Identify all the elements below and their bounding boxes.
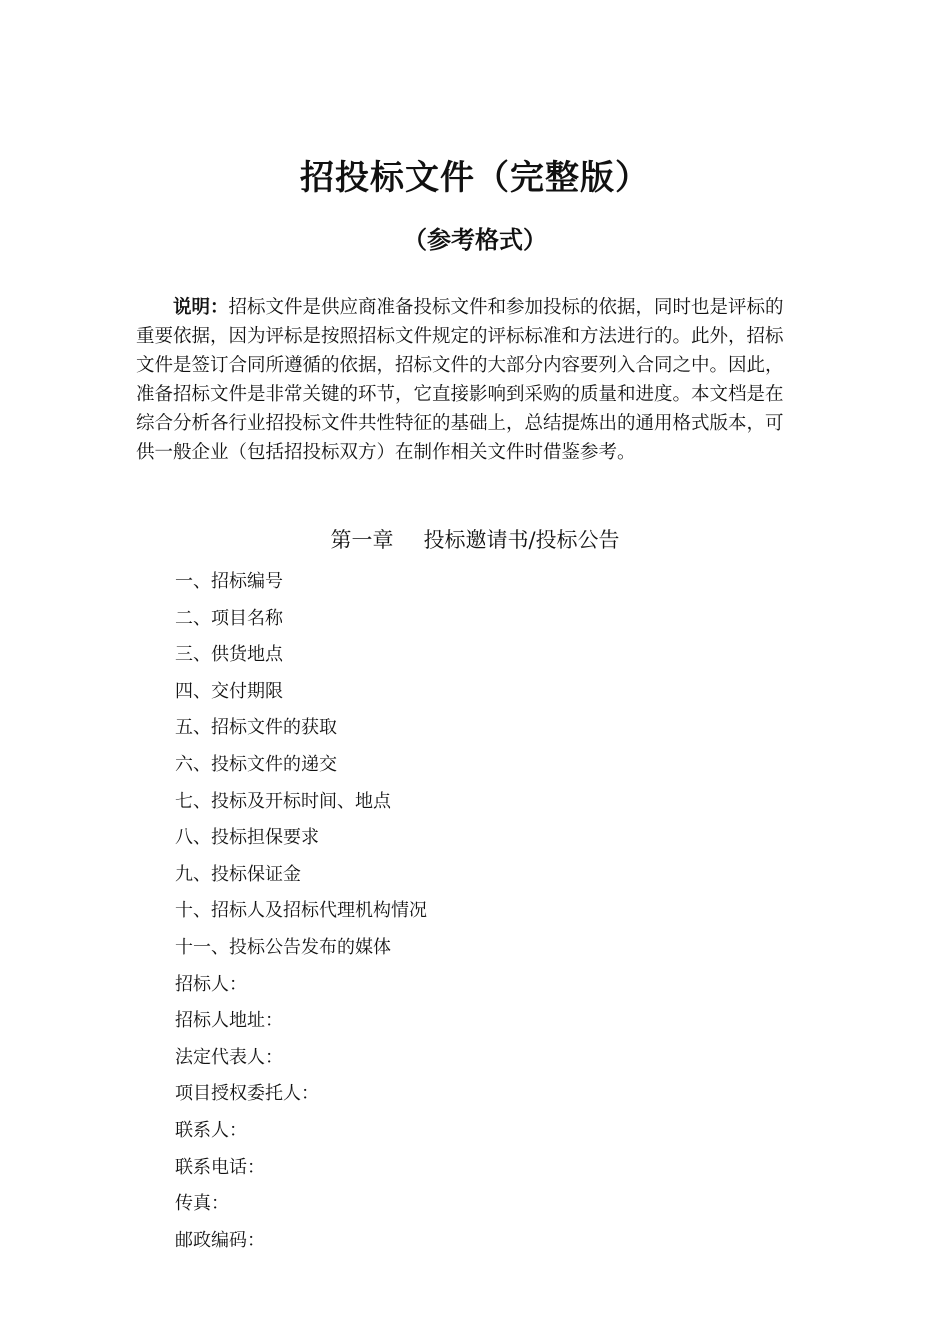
- field-label: 联系电话：: [175, 1156, 265, 1178]
- document-title: 招投标文件（完整版）: [300, 158, 650, 198]
- intro-line: 准备招标文件是非常关键的环节，它直接影响到采购的质量和进度。本文档是在: [136, 384, 784, 405]
- chapter-item-list: [175, 564, 427, 1259]
- document-subtitle: （参考格式）: [403, 226, 547, 254]
- field-label: 联系人：: [175, 1119, 247, 1141]
- list-item: 九、投标保证金: [175, 863, 301, 885]
- field-label: 招标人：: [175, 973, 247, 995]
- list-item: 十、招标人及招标代理机构情况: [175, 900, 427, 922]
- list-item: 二、项目名称: [175, 607, 283, 629]
- field-label: 招标人地址：: [175, 1010, 283, 1032]
- list-item: 三、供货地点: [175, 644, 283, 666]
- intro-line: 供一般企业（包括招投标双方）在制作相关文件时借鉴参考。: [136, 442, 636, 463]
- chapter-number: 第一章: [330, 528, 394, 552]
- chapter-title: 投标邀请书/投标公告: [423, 528, 620, 552]
- list-item: 八、投标担保要求: [175, 827, 319, 849]
- list-item: 六、投标文件的递交: [175, 753, 337, 775]
- intro-lead: 说明：: [173, 297, 229, 318]
- field-label: 项目授权委托人：: [175, 1083, 319, 1105]
- field-label: 法定代表人：: [175, 1046, 283, 1068]
- intro-line: 综合分析各行业招投标文件共性特征的基础上，总结提炼出的通用格式版本，可: [136, 413, 784, 434]
- intro-paragraph: [136, 293, 810, 467]
- field-label: 传真：: [175, 1193, 229, 1215]
- list-item: 五、招标文件的获取: [175, 717, 337, 739]
- intro-line: 重要依据，因为评标是按照招标文件规定的评标标准和方法进行的。此外，招标: [136, 326, 784, 347]
- intro-text: 招标文件是供应商准备投标文件和参加投标的依据，同时也是评标的: [228, 297, 784, 318]
- intro-line: [136, 293, 810, 322]
- list-item: 十一、投标公告发布的媒体: [175, 936, 391, 958]
- list-item: 七、投标及开标时间、地点: [175, 790, 391, 812]
- list-item: 一、招标编号: [175, 571, 283, 592]
- intro-line: 文件是签订合同所遵循的依据，招标文件的大部分内容要列入合同之中。因此，: [136, 355, 784, 376]
- field-label: 邮政编码：: [175, 1229, 265, 1251]
- list-item: 四、交付期限: [175, 680, 283, 702]
- chapter-heading: [0, 524, 950, 554]
